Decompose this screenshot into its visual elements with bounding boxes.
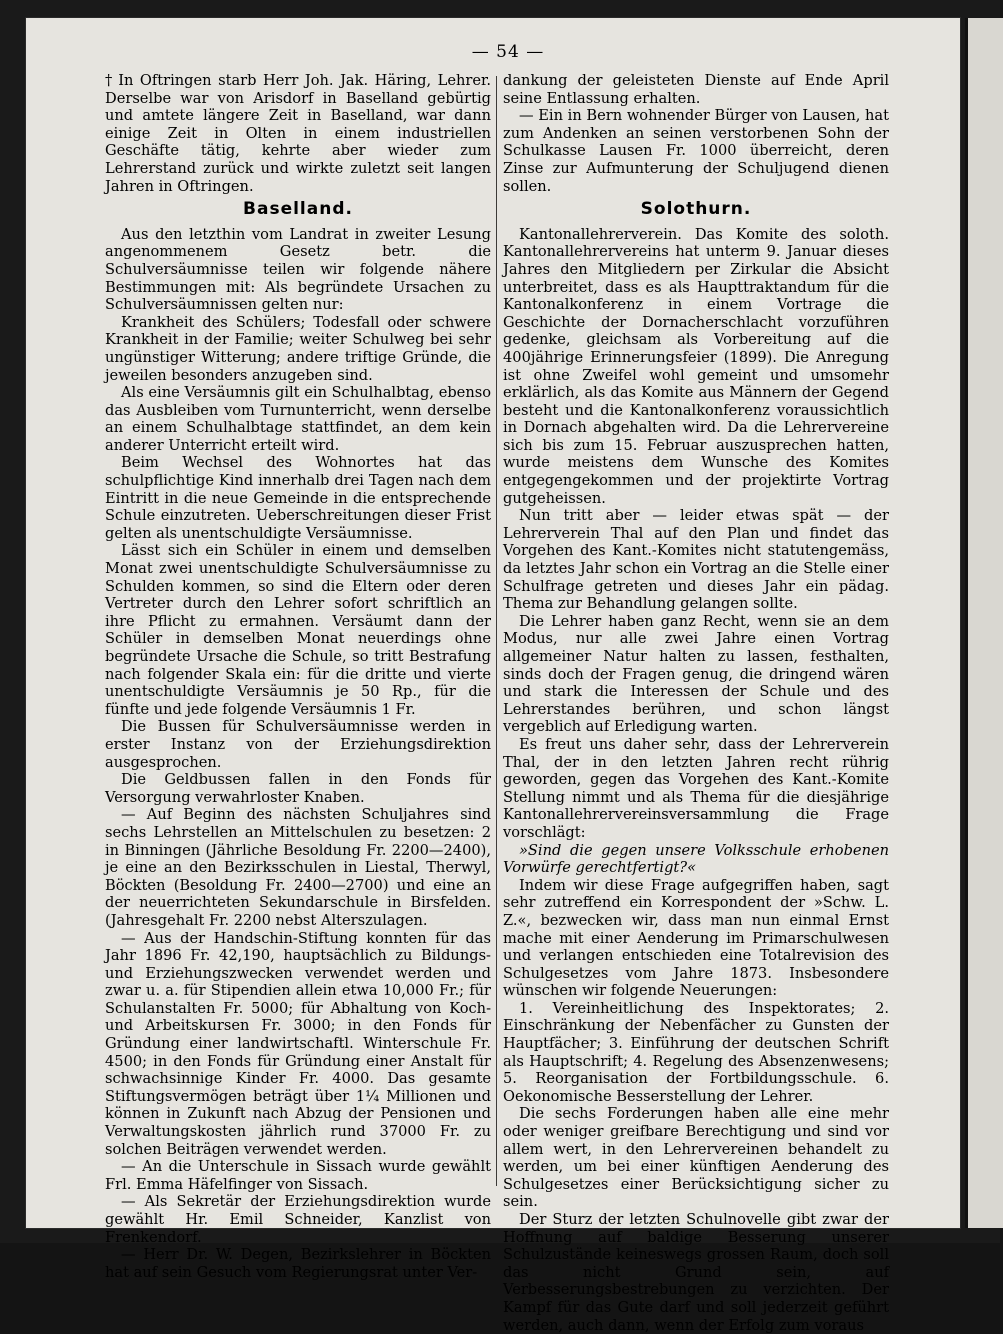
page-number: — 54 — [471, 42, 545, 62]
left-column [105, 72, 491, 1281]
paragraph: — Ein in Bern wohnender Bürger von Lausen, hat zum Andenken an seinen verstorbenen Sohn der Schulkasse Lausen Fr. 1000 überreicht, deren Zinse zur Aufmunterung der Schuljugend dienen sollen. [503, 107, 889, 195]
paragraph-continued: dankung der geleisteten Dienste auf Ende April seine Entlassung erhalten. [503, 72, 889, 107]
paragraph: Kantonallehrerverein. Das Komite des soloth. Kantonallehrervereins hat unterm 9. Januar dieses Jahres den Mitgliedern per Zirkular die Absicht unterbreitet, dass es als Haupttraktandum für die Kantonalkonferenz in einem Vortrage die Geschichte der Dornacherschlacht vorzuführen gedenke, gleichsam als Vorbereitung auf die 400jährige Erinnerungsfeier (1899). Die Anregung ist ohne Zweifel wohl gemeint und umsomehr erklärlich, als das Komite aus Männern der Gegend besteht und die Kantonalkonferenz voraussichtlich in Dornach abgehalten wird. Da die Lehrervereine sich bis zum 15. Februar auszusprechen hatten, wurde meistens dem Wunsche des Komites entgegengekommen und der projektirte Vortrag gutgeheissen. [503, 225, 889, 507]
paragraph: — Als Sekretär der Erziehungsdirektion wurde gewählt Hr. Emil Schneider, Kanzlist von Frenkendorf. [105, 1193, 491, 1246]
paragraph: Beim Wechsel des Wohnortes hat das schulpflichtige Kind innerhalb drei Tagen nach dem Eintritt in die neue Gemeinde in die entsprechende Schule einzutreten. Ueberschreitungen dieser Frist gelten als unentschuldigte Versäumnisse. [105, 454, 491, 542]
paragraph: — Auf Beginn des nächsten Schuljahres sind sechs Lehrstellen an Mittelschulen zu besetzen: 2 in Binningen (Jährliche Besoldung Fr. 2200—2400), je eine an den Bezirksschulen in Liestal, Therwyl, Böckten (Besoldung Fr. 2400—2700) und eine an der neuerrichteten Sekundarschule in Birsfelden. (Jahresgehalt Fr. 2200 nebst Alterszulagen. [105, 806, 491, 929]
heading-baselland: Baselland. [243, 199, 353, 220]
paragraph: — An die Unterschule in Sissach wurde gewählt Frl. Emma Häfelfinger von Sissach. [105, 1158, 491, 1193]
right-column [503, 72, 889, 1334]
dagger-icon: † [105, 72, 115, 89]
paragraph: Als eine Versäumnis gilt ein Schulhalbtag, ebenso das Ausbleiben vom Turnunterricht, wenn derselbe an einem Schulhalbtage stattfindet, an dem kein anderer Unterricht erteilt wird. [105, 384, 491, 454]
paragraph: Aus den letzthin vom Landrat in zweiter Lesung angenommenem Gesetz betr. die Schulversäumnisse teilen wir folgende nähere Bestimmungen mit: Als begründete Ursachen zu Schulversäumnissen gelten nur: [105, 225, 491, 314]
paragraph: Die sechs Forderungen haben alle eine mehr oder weniger greifbare Berechtigung und sind vor allem wert, in den Lehrervereinen behandelt zu werden, um bei einer künftigen Aenderung des Schulgesetzes einer Berücksichtigung sicher zu sein. [503, 1105, 889, 1211]
paragraph: Nun tritt aber — leider etwas spät — der Lehrerverein Thal auf den Plan und findet das Vorgehen des Kant.-Komites nicht statutengemäss, da letztes Jahr schon ein Vortrag an die Stelle einer Schulfrage getreten und dieses Jahr ein pädag. Thema zur Behandlung gelangen sollte. [503, 507, 889, 613]
heading-solothurn: Solothurn. [640, 199, 752, 220]
paragraph: — Aus der Handschin-Stiftung konnten für das Jahr 1896 Fr. 42,190, hauptsächlich zu Bildungs- und Erziehungszwecken verwendet werden und zwar u. a. für Stipendien allein etwa 10,000 Fr.; für Schulanstalten Fr. 5000; für Abhaltung von Koch- und Arbeitskursen Fr. 3000; in den Fonds für Gründung einer landwirtschaftl. Winterschule Fr. 4500; in den Fonds für Gründung einer Anstalt für schwachsinnige Kinder Fr. 4000. Das gesamte Stiftungsvermögen beträgt über 1¼ Millionen und können in Zukunft nach Abzug der Pensionen und Verwaltungskosten jährlich rund 37000 Fr. zu solchen Beiträgen verwendet werden. [105, 929, 491, 1158]
paragraph: Krankheit des Schülers; Todesfall oder schwere Krankheit in der Familie; weiter Schulweg bei sehr ungünstiger Witterung; andere triftige Gründe, die jeweilen besonders anzugeben sind. [105, 313, 491, 384]
paragraph: 1. Vereinheitlichung des Inspektorates; 2. Einschränkung der Nebenfächer zu Gunsten der Hauptfächer; 3. Einführung der deutschen Schrift als Hauptschrift; 4. Regelung des Absenzenwesens; 5. Reorganisation der Fortbildungsschule. 6. Oekonomische Besserstellung der Lehrer. [503, 999, 889, 1105]
obituary-paragraph [105, 72, 491, 195]
adjacent-page-edge [965, 18, 1003, 1228]
paragraph: Lässt sich ein Schüler in einem und demselben Monat zwei unentschuldigte Schulversäumnisse zu Schulden kommen, so sind die Eltern oder deren Vertreter durch den Lehrer sofort schriftlich an ihre Pflicht zu ermahnen. Versäumt dann der Schüler in demselben Monat neuerdings ohne begründete Ursache die Schule, so tritt Bestrafung nach folgender Skala ein: für die dritte und vierte unentschuldigte Versäumnis je 50 Rp., für die fünfte und jede folgende Versäumnis 1 Fr. [105, 542, 491, 718]
paragraph: — Herr Dr. W. Degen, Bezirkslehrer in Böckten hat auf sein Gesuch vom Regierungsrat unter Ver- [105, 1246, 491, 1281]
paragraph: Die Geldbussen fallen in den Fonds für Versorgung verwahrloster Knaben. [105, 771, 491, 806]
paragraph: Der Sturz der letzten Schulnovelle gibt zwar der Hoffnung auf baldige Besserung unserer Schulzustände keineswegs grossen Raum, doch soll das nicht Grund sein, auf Verbesserungsbestrebungen zu verzichten. Der Kampf für das Gute darf und soll jederzeit geführt werden, auch dann, wenn der Erfolg zum voraus [503, 1211, 889, 1334]
paragraph: Die Bussen für Schulversäumnisse werden in erster Instanz von der Erziehungsdirektion ausgesprochen. [105, 718, 491, 771]
paragraph: Es freut uns daher sehr, dass der Lehrerverein Thal, der in den letzten Jahren recht rührig geworden, gegen das Vorgehen des Kant.-Komite Stellung nimmt und als Thema für die diesjährige Kantonallehrervereinsversammlung die Frage vorschlägt: [503, 735, 889, 841]
obituary-text: In Oftringen starb Herr Joh. Jak. Häring, Lehrer. Derselbe war von Arisdorf in Baselland gebürtig und amtete längere Zeit in Baselland, war dann einige Zeit in Olten in einem industriellen Geschäfte tätig, kehrte aber wieder zum Lehrerstand zurück und wirkte zuletzt seit langen Jahren in Oftringen. [105, 72, 491, 195]
paragraph: Die Lehrer haben ganz Recht, wenn sie an dem Modus, nur alle zwei Jahre einen Vortrag allgemeiner Natur halten zu lassen, festhalten, sinds doch der Fragen genug, die dringend wären und stark die Interessen der Schule und des Lehrerstandes berühren, und schon längst vergeblich auf Erledigung warten. [503, 612, 889, 736]
paragraph: Indem wir diese Frage aufgegriffen haben, sagt sehr zutreffend ein Korrespondent der »Schw. L. Z.«, bezwecken wir, dass man nun einmal Ernst mache mit einer Aenderung im Primarschulwesen und verlangen entschieden eine Totalrevision des Schulgesetzes vom Jahre 1873. Insbesondere wünschen wir folgende Neuerungen: [503, 876, 889, 1000]
column-divider [496, 76, 497, 1186]
quoted-question: »Sind die gegen unsere Volksschule erhobenen Vorwürfe gerechtfertigt?« [503, 841, 889, 877]
